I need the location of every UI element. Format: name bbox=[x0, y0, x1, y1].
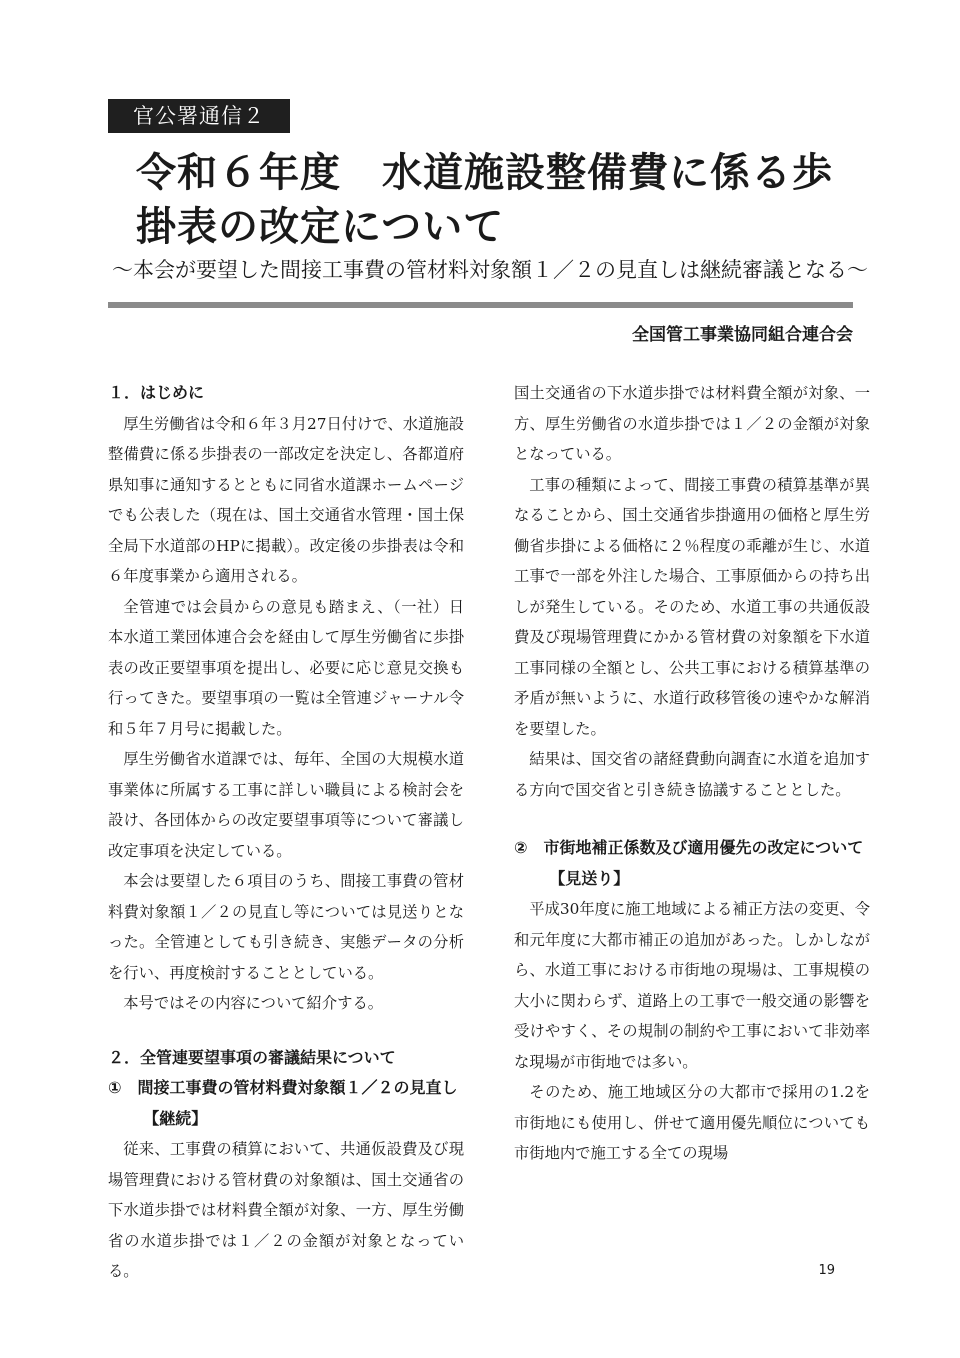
item-1-paragraph: 従来、工事費の積算において、共通仮設費及び現場管理費における管材費の対象額は、国土交通省の下水道歩掛では材料費全額が対象、一方、厚生労働省の水道歩掛では１／２の金額が対象となっている。 bbox=[108, 1140, 464, 1280]
item-1-paragraph: 結果は、国交省の諸経費動向調査に水道を追加する方向で国交省と引き続き協議することとした。 bbox=[514, 750, 870, 799]
article-subtitle: 〜本会が要望した間接工事費の管材料対象額１／２の見直しは継続審議となる〜 bbox=[112, 258, 868, 282]
left-column bbox=[108, 378, 464, 1280]
article-title: 令和６年度 水道施設整備費に係る歩掛表の改定について bbox=[136, 150, 833, 250]
item-2-paragraph: 平成30年度に施工地域による補正方法の変更、令和元年度に大都市補正の追加があった。しかしながら、水道工事における市街地の現場は、工事規模の大小に関わらず、道路上の工事で一般交通の影響を受けやすく、その規制の制約や工事において非効率な現場が市街地では多い。 bbox=[514, 900, 870, 1071]
spacer bbox=[514, 805, 870, 833]
item-1-paragraph: 工事の種類によって、間接工事費の積算基準が異なることから、国土交通省歩掛適用の価格と厚生労働省歩掛による価格に２％程度の乖離が生じ、水道工事で一部を外注した場合、工事原価からの持ち出しが発生している。そのため、水道工事の共通仮設費及び現場管理費にかかる管材費の対象額を下水道工事同様の全額とし、公共工事における積算基準の矛盾が無いように、水道行政移管後の速やかな解消を要望した。 bbox=[514, 475, 870, 738]
section-2-heading: ２．全管連要望事項の審議結果について bbox=[108, 1047, 396, 1067]
section-1-paragraph: 全管連では会員からの意見も踏まえ、（一社）日本水道工業団体連合会を経由して厚生労働省に歩掛表の改正要望事項を提出し、必要に応じ意見交換も行ってきた。要望事項の一覧は全管連ジャーナル令和５年７月号に掲載した。 bbox=[108, 597, 464, 738]
item-2-paragraph: そのため、施工地域区分の大都市で採用の1.2を市街地にも使用し、併せて適用優先順位についても市街地内で施工する全ての現場 bbox=[514, 1083, 870, 1162]
right-column bbox=[514, 378, 870, 1169]
section-1-paragraph: 厚生労働省は令和６年３月27日付けで、水道施設整備費に係る歩掛表の一部改定を決定し、各都道府県知事に通知するとともに同省水道課ホームページでも公表した（現在は、国土交通省水管理・国土保全局下水道部のHPに掲載）。改定後の歩掛表は令和６年度事業から適用される。 bbox=[108, 414, 464, 585]
title-divider bbox=[108, 302, 853, 308]
spacer bbox=[108, 1019, 464, 1043]
item-2-heading: ② 市街地補正係数及び適用優先の改定について【見送り】 bbox=[514, 838, 864, 888]
item-1-paragraph-continued: 国土交通省の下水道歩掛では材料費全額が対象、一方、厚生労働省の水道歩掛では１／２の金額が対象となっている。 bbox=[514, 384, 870, 463]
section-1-paragraph: 厚生労働省水道課では、毎年、全国の大規模水道事業体に所属する工事に詳しい職員による検討会を設け、各団体からの改定要望事項等について審議し改定事項を決定している。 bbox=[108, 750, 464, 860]
item-1-heading: ① 間接工事費の管材料費対象額１／２の見直し【継続】 bbox=[108, 1078, 458, 1128]
author-organization: 全国管工事業協同組合連合会 bbox=[632, 325, 853, 345]
section-1-paragraph: 本号ではその内容について紹介する。 bbox=[123, 994, 384, 1012]
section-1-heading: １．はじめに bbox=[108, 383, 205, 402]
section-badge: 官公署通信２ bbox=[108, 99, 290, 133]
page-number: 19 bbox=[818, 1263, 835, 1278]
section-1-paragraph: 本会は要望した６項目のうち、間接工事費の管材料費対象額１／２の見直し等については見送りとなった。全管連としても引き続き、実態データの分析を行い、再度検討することとしている。 bbox=[108, 872, 464, 982]
